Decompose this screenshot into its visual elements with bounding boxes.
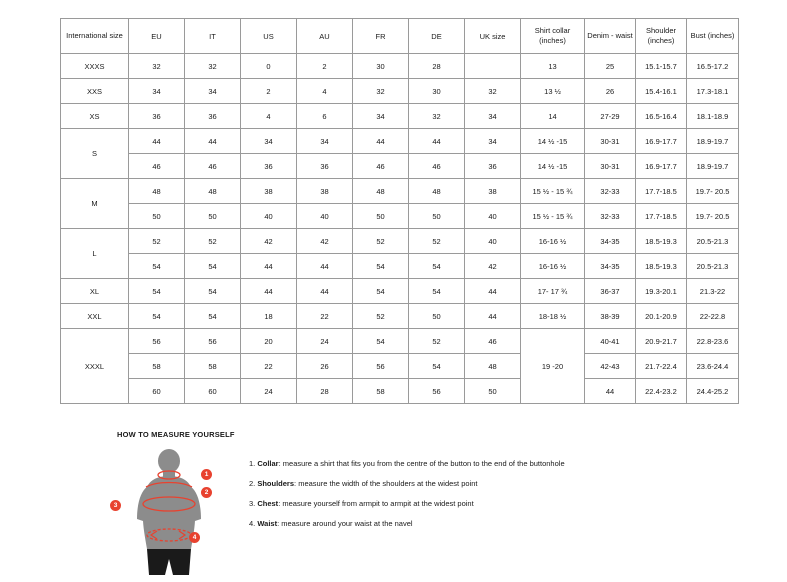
how-to-measure-body [113, 447, 757, 567]
cell-shoulder: 16.9-17.7 [636, 129, 687, 154]
step-3: 3. Chest: measure yourself from armpit to armpit at the widest point [249, 499, 474, 509]
cell-bust: 23.6-24.4 [687, 354, 739, 379]
cell-us: 40 [241, 204, 297, 229]
cell-au: 38 [297, 179, 353, 204]
cell-shoulder: 17.7-18.5 [636, 179, 687, 204]
col-header-shoulder: Shoulder (inches) [636, 19, 687, 54]
step-4-text: : measure around your waist at the navel [277, 519, 413, 529]
step-2-number: 2 [249, 479, 254, 489]
cell-it: 56 [185, 329, 241, 354]
cell-collar: 16-16 ½ [521, 229, 585, 254]
cell-denim: 42-43 [585, 354, 636, 379]
cell-de: 46 [409, 154, 465, 179]
measurement-figure [113, 447, 237, 567]
cell-shoulder: 15.1-15.7 [636, 54, 687, 79]
cell-au: 36 [297, 154, 353, 179]
cell-collar: 14 ½ -15 [521, 154, 585, 179]
cell-denim: 36-37 [585, 279, 636, 304]
size-chart-table [60, 18, 739, 404]
cell-fr: 54 [353, 329, 409, 354]
cell-uk: 40 [465, 229, 521, 254]
cell-denim: 34-35 [585, 254, 636, 279]
cell-au: 2 [297, 54, 353, 79]
badge-3: 3 [110, 500, 121, 511]
cell-bust: 18.1-18.9 [687, 104, 739, 129]
cell-denim: 30-31 [585, 129, 636, 154]
badge-2: 2 [201, 487, 212, 498]
row-size-label: XS [61, 104, 129, 129]
cell-collar: 19 -20 [521, 329, 585, 404]
cell-fr: 52 [353, 304, 409, 329]
cell-uk: 46 [465, 329, 521, 354]
cell-de: 54 [409, 354, 465, 379]
cell-uk: 34 [465, 104, 521, 129]
step-2-text: : measure the width of the shoulders at the widest point [294, 479, 478, 489]
cell-au: 42 [297, 229, 353, 254]
row-size-label: XL [61, 279, 129, 304]
col-header-de: DE [409, 19, 465, 54]
table-row [61, 354, 739, 379]
cell-fr: 54 [353, 279, 409, 304]
cell-collar: 15 ½ - 15 ¾ [521, 179, 585, 204]
cell-shoulder: 19.3-20.1 [636, 279, 687, 304]
col-header-shirt-collar: Shirt collar (inches) [521, 19, 585, 54]
cell-fr: 34 [353, 104, 409, 129]
step-4: 4. Waist: measure around your waist at the navel [249, 519, 413, 529]
cell-uk: 48 [465, 354, 521, 379]
step-3-text: : measure yourself from armpit to armpit at the widest point [278, 499, 474, 509]
col-header-fr: FR [353, 19, 409, 54]
cell-shoulder: 17.7-18.5 [636, 204, 687, 229]
cell-denim: 32-33 [585, 204, 636, 229]
cell-de: 48 [409, 179, 465, 204]
cell-collar: 16-16 ½ [521, 254, 585, 279]
cell-bust: 18.9-19.7 [687, 129, 739, 154]
cell-fr: 54 [353, 254, 409, 279]
table-row [61, 379, 739, 404]
cell-shoulder: 20.1-20.9 [636, 304, 687, 329]
row-size-label: XXXL [61, 329, 129, 404]
cell-uk: 50 [465, 379, 521, 404]
cell-bust: 21.3-22 [687, 279, 739, 304]
cell-bust: 19.7- 20.5 [687, 204, 739, 229]
cell-denim: 25 [585, 54, 636, 79]
step-3-label: Chest [257, 499, 279, 509]
table-row [61, 129, 739, 154]
cell-au: 34 [297, 129, 353, 154]
table-row [61, 329, 739, 354]
table-header-row [61, 19, 739, 54]
cell-shoulder: 21.7-22.4 [636, 354, 687, 379]
cell-collar: 14 ½ -15 [521, 129, 585, 154]
cell-us: 24 [241, 379, 297, 404]
cell-de: 56 [409, 379, 465, 404]
cell-denim: 34-35 [585, 229, 636, 254]
cell-bust: 22-22.8 [687, 304, 739, 329]
cell-us: 2 [241, 79, 297, 104]
row-size-label: XXS [61, 79, 129, 104]
cell-fr: 52 [353, 229, 409, 254]
cell-shoulder: 16.5-16.4 [636, 104, 687, 129]
cell-de: 44 [409, 129, 465, 154]
cell-it: 54 [185, 304, 241, 329]
cell-it: 46 [185, 154, 241, 179]
cell-au: 26 [297, 354, 353, 379]
cell-shoulder: 20.9-21.7 [636, 329, 687, 354]
col-header-uk-size: UK size [465, 19, 521, 54]
cell-eu: 52 [129, 229, 185, 254]
cell-us: 44 [241, 279, 297, 304]
cell-eu: 50 [129, 204, 185, 229]
cell-shoulder: 18.5-19.3 [636, 229, 687, 254]
cell-bust: 18.9-19.7 [687, 154, 739, 179]
step-2: 2. Shoulders: measure the width of the shoulders at the widest point [249, 479, 478, 489]
cell-shoulder: 18.5-19.3 [636, 254, 687, 279]
cell-fr: 50 [353, 204, 409, 229]
table-row [61, 179, 739, 204]
cell-eu: 32 [129, 54, 185, 79]
cell-uk: 34 [465, 129, 521, 154]
cell-bust: 24.4-25.2 [687, 379, 739, 404]
cell-collar: 13 ½ [521, 79, 585, 104]
cell-uk: 32 [465, 79, 521, 104]
cell-au: 28 [297, 379, 353, 404]
col-header-it: IT [185, 19, 241, 54]
cell-collar: 14 [521, 104, 585, 129]
cell-collar: 13 [521, 54, 585, 79]
cell-uk: 44 [465, 304, 521, 329]
table-row [61, 254, 739, 279]
cell-it: 52 [185, 229, 241, 254]
cell-it: 58 [185, 354, 241, 379]
cell-denim: 27-29 [585, 104, 636, 129]
table-row [61, 154, 739, 179]
cell-bust: 17.3-18.1 [687, 79, 739, 104]
table-row [61, 279, 739, 304]
table-body [61, 54, 739, 404]
step-1-number: 1 [249, 459, 254, 468]
cell-bust: 20.5-21.3 [687, 229, 739, 254]
cell-it: 36 [185, 104, 241, 129]
row-size-label: S [61, 129, 129, 179]
cell-uk: 38 [465, 179, 521, 204]
cell-us: 18 [241, 304, 297, 329]
cell-eu: 56 [129, 329, 185, 354]
cell-denim: 38-39 [585, 304, 636, 329]
cell-eu: 60 [129, 379, 185, 404]
table-row [61, 229, 739, 254]
cell-denim: 32-33 [585, 179, 636, 204]
cell-eu: 48 [129, 179, 185, 204]
row-size-label: XXXS [61, 54, 129, 79]
cell-eu: 58 [129, 354, 185, 379]
cell-us: 38 [241, 179, 297, 204]
torso-diagram-icon [117, 447, 237, 577]
cell-bust: 16.5-17.2 [687, 54, 739, 79]
cell-eu: 34 [129, 79, 185, 104]
cell-de: 50 [409, 204, 465, 229]
step-2-label: Shoulders [257, 479, 295, 489]
cell-eu: 36 [129, 104, 185, 129]
cell-fr: 30 [353, 54, 409, 79]
cell-fr: 46 [353, 154, 409, 179]
row-size-label: M [61, 179, 129, 229]
col-header-bust: Bust (inches) [687, 19, 739, 54]
cell-us: 36 [241, 154, 297, 179]
cell-it: 32 [185, 54, 241, 79]
cell-it: 60 [185, 379, 241, 404]
cell-shoulder: 16.9-17.7 [636, 154, 687, 179]
cell-fr: 44 [353, 129, 409, 154]
cell-au: 4 [297, 79, 353, 104]
how-to-measure-section [113, 430, 757, 567]
cell-uk: 36 [465, 154, 521, 179]
step-4-label: Waist [257, 519, 278, 529]
measurement-steps [249, 447, 565, 540]
cell-us: 22 [241, 354, 297, 379]
cell-au: 44 [297, 254, 353, 279]
col-header-international-size: International size [61, 19, 129, 54]
row-size-label: L [61, 229, 129, 279]
table-row [61, 79, 739, 104]
cell-us: 4 [241, 104, 297, 129]
cell-it: 34 [185, 79, 241, 104]
how-to-measure-title: HOW TO MEASURE YOURSELF [117, 430, 235, 439]
cell-it: 50 [185, 204, 241, 229]
cell-au: 22 [297, 304, 353, 329]
cell-bust: 22.8-23.6 [687, 329, 739, 354]
cell-de: 54 [409, 279, 465, 304]
cell-uk: 40 [465, 204, 521, 229]
cell-au: 24 [297, 329, 353, 354]
cell-uk: 44 [465, 279, 521, 304]
cell-de: 30 [409, 79, 465, 104]
cell-collar: 17- 17 ¾ [521, 279, 585, 304]
table-row [61, 54, 739, 79]
step-3-number: 3 [249, 499, 254, 509]
step-4-number: 4 [249, 519, 254, 529]
cell-de: 50 [409, 304, 465, 329]
cell-shoulder: 22.4-23.2 [636, 379, 687, 404]
cell-us: 20 [241, 329, 297, 354]
cell-denim: 44 [585, 379, 636, 404]
cell-us: 42 [241, 229, 297, 254]
col-header-denim-waist: Denim - waist [585, 19, 636, 54]
cell-bust: 20.5-21.3 [687, 254, 739, 279]
cell-it: 54 [185, 254, 241, 279]
badge-4: 4 [189, 532, 200, 543]
row-size-label: XXL [61, 304, 129, 329]
step-1-label: Collar [257, 459, 279, 468]
cell-au: 44 [297, 279, 353, 304]
cell-bust: 19.7- 20.5 [687, 179, 739, 204]
col-header-eu: EU [129, 19, 185, 54]
cell-fr: 56 [353, 354, 409, 379]
table-row [61, 204, 739, 229]
cell-denim: 30-31 [585, 154, 636, 179]
cell-collar: 18-18 ½ [521, 304, 585, 329]
table-row [61, 304, 739, 329]
cell-eu: 54 [129, 304, 185, 329]
step-1-text: : measure a shirt that fits you from the centre of the button to the end of the buttonhole [278, 459, 565, 468]
cell-eu: 44 [129, 129, 185, 154]
cell-de: 28 [409, 54, 465, 79]
cell-denim: 26 [585, 79, 636, 104]
cell-au: 40 [297, 204, 353, 229]
cell-us: 44 [241, 254, 297, 279]
cell-collar: 15 ½ - 15 ¾ [521, 204, 585, 229]
cell-fr: 48 [353, 179, 409, 204]
cell-fr: 32 [353, 79, 409, 104]
step-1: 1. Collar: measure a shirt that fits you from the centre of the button to the end of the buttonhole [249, 459, 565, 468]
cell-eu: 54 [129, 254, 185, 279]
table-row [61, 104, 739, 129]
cell-denim: 40-41 [585, 329, 636, 354]
col-header-us: US [241, 19, 297, 54]
cell-us: 34 [241, 129, 297, 154]
cell-uk [465, 54, 521, 79]
cell-de: 32 [409, 104, 465, 129]
col-header-au: AU [297, 19, 353, 54]
cell-shoulder: 15.4-16.1 [636, 79, 687, 104]
cell-de: 52 [409, 229, 465, 254]
cell-it: 54 [185, 279, 241, 304]
cell-au: 6 [297, 104, 353, 129]
badge-1: 1 [201, 469, 212, 480]
cell-it: 44 [185, 129, 241, 154]
cell-eu: 54 [129, 279, 185, 304]
cell-uk: 42 [465, 254, 521, 279]
cell-us: 0 [241, 54, 297, 79]
cell-eu: 46 [129, 154, 185, 179]
cell-de: 52 [409, 329, 465, 354]
cell-fr: 58 [353, 379, 409, 404]
cell-it: 48 [185, 179, 241, 204]
cell-de: 54 [409, 254, 465, 279]
